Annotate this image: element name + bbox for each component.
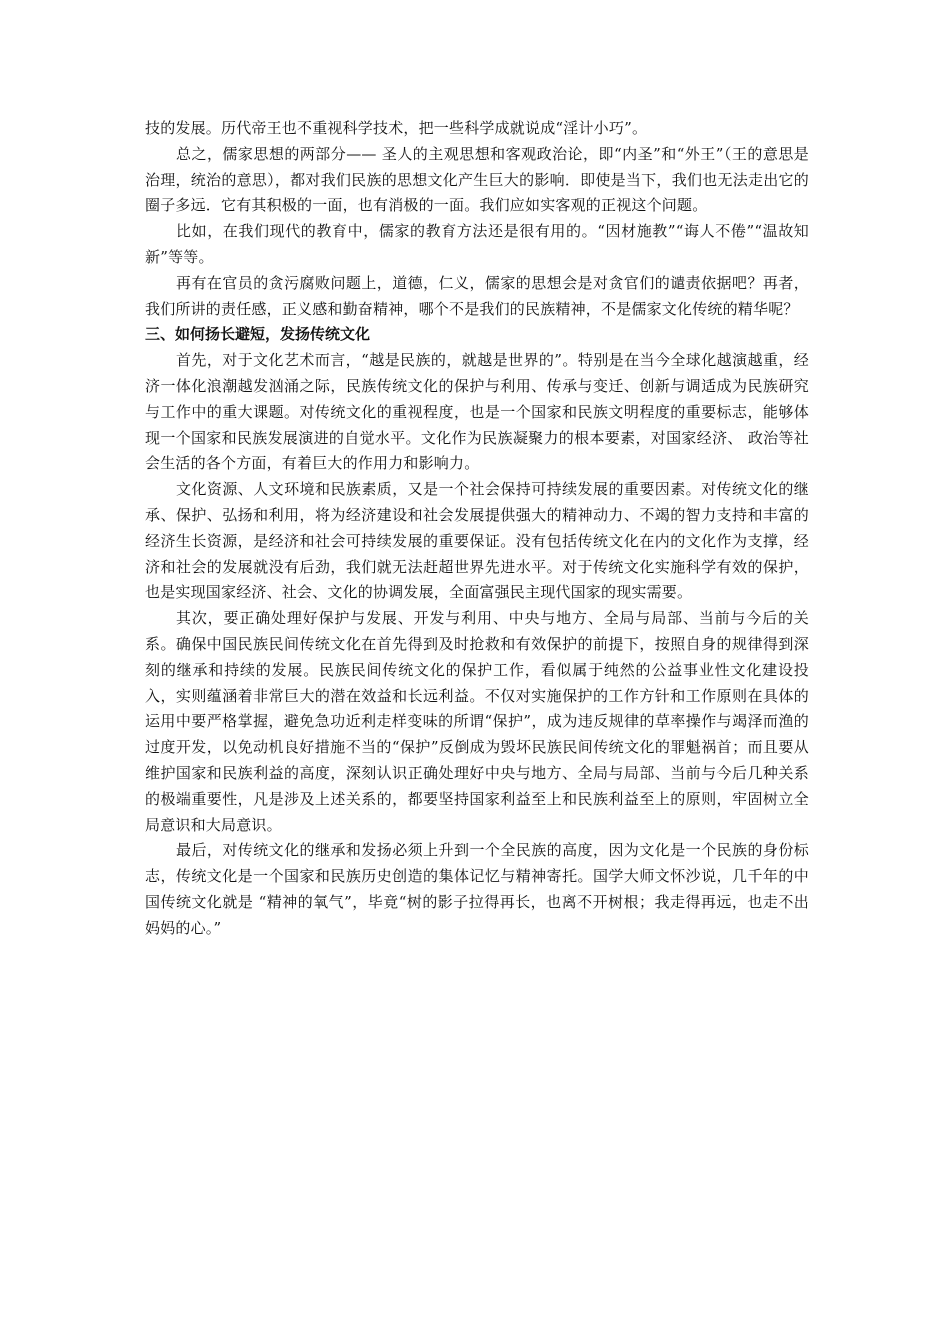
section-heading: 三、如何扬长避短，发扬传统文化 <box>145 325 371 344</box>
document-page <box>145 116 809 942</box>
paragraph-education-example: 比如，在我们现代的教育中，儒家的教育方法还是很有用的。“因材施教”“诲人不倦”“温故知新”等等。 <box>145 222 809 266</box>
paragraph-cultural-resources: 文化资源、人文环境和民族素质，又是一个社会保持可持续发展的重要因素。对传统文化的继承、保护、弘扬和利用，将为经济建设和社会发展提供强大的精神动力、不竭的智力支持和丰富的经济生长资源，是经济和社会可持续发展的重要保证。没有包括传统文化在内的文化作为支撑，经济和社会的发展就没有后劲，我们就无法赶超世界先进水平。对于传统文化实施科学有效的保护，也是实现国家经济、社会、文化的协调发展，全面富强民主现代国家的现实需要。 <box>145 480 809 602</box>
paragraph-continuation: 技的发展。历代帝王也不重视科学技术，把一些科学成就说成“淫计小巧”。 <box>145 119 648 137</box>
paragraph-corruption-example: 再有在官员的贪污腐败问题上，道德，仁义，儒家的思想会是对贪官们的谴责依据吧？再者，我们所讲的责任感，正义感和勤奋精神，哪个不是我们的民族精神，不是儒家文化传统的精华呢？ <box>145 273 809 318</box>
paragraph-first: 首先，对于文化艺术而言，“越是民族的，就越是世界的”。特别是在当今全球化越演越重，经济一体化浪潮越发汹涌之际，民族传统文化的保护与利用、传承与变迁、创新与调适成为民族研究与工作中的重大课题。对传统文化的重视程度，也是一个国家和民族文明程度的重要标志，能够体现一个国家和民族发展演进的自觉水平。文化作为民族凝聚力的根本要素，对国家经济、 政治等社会生活的各个方面，有着巨大的作用力和影响力。 <box>145 351 809 473</box>
paragraph-conclusion: 总之，儒家思想的两部分—— 圣人的主观思想和客观政治论，即“内圣”和“外王”（王的意思是治理，统治的意思），都对我们民族的思想文化产生巨大的影响．即使是当下，我们也无法走出它的圈子多远．它有其积极的一面，也有消极的一面。我们应如实客观的正视这个问题。 <box>145 144 809 215</box>
paragraph-second: 其次，要正确处理好保护与发展、开发与利用、中央与地方、全局与局部、当前与今后的关系。确保中国民族民间传统文化在首先得到及时抢救和有效保护的前提下，按照自身的规律得到深刻的继承和持续的发展。民族民间传统文化的保护工作，看似属于纯然的公益事业性文化建设投入，实则蕴涵着非常巨大的潜在效益和长远利益。不仅对实施保护的工作方针和工作原则在具体的运用中要严格掌握，避免急功近利走样变味的所谓“保护”，成为违反规律的草率操作与竭泽而渔的过度开发，以免动机良好措施不当的“保护”反倒成为毁坏民族民间传统文化的罪魁祸首；而且要从维护国家和民族利益的高度，深刻认识正确处理好中央与地方、全局与局部、当前与今后几种关系的极端重要性，凡是涉及上述关系的，都要坚持国家利益至上和民族利益至上的原则，牢固树立全局意识和大局意识。 <box>145 609 809 834</box>
paragraph-last: 最后，对传统文化的继承和发扬必须上升到一个全民族的高度，因为文化是一个民族的身份标志，传统文化是一个国家和民族历史创造的集体记忆与精神寄托。国学大师文怀沙说，几千年的中国传统文化就是 “精神的氧气”，毕竟“树的影子拉得再长，也离不开树根；我走得再远，也走不出妈妈的心。” <box>145 841 809 937</box>
